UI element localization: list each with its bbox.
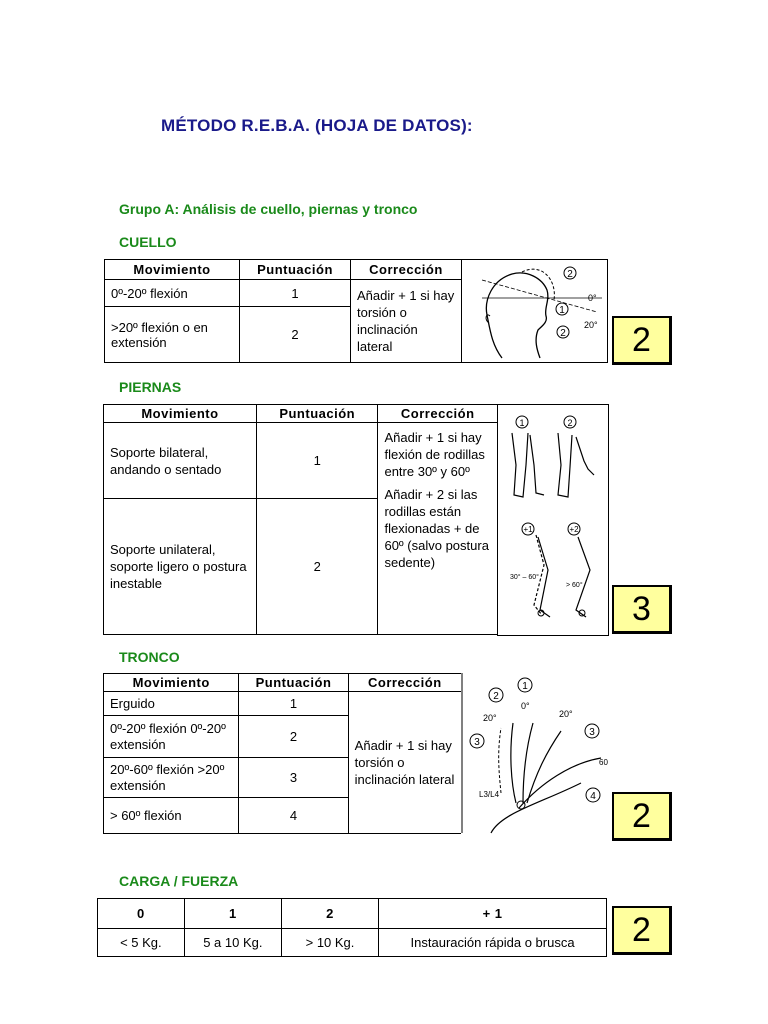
- tronco-row-2-mov: 0º-20º flexión 0º-20º extensión: [104, 716, 239, 758]
- cuello-score-box: 2: [612, 316, 672, 365]
- page-title: MÉTODO R.E.B.A. (HOJA DE DATOS):: [161, 116, 473, 135]
- cuello-table: [104, 259, 462, 363]
- trunk-fig-label: 4: [590, 791, 596, 802]
- tronco-correction: Añadir + 1 si hay torsión o inclinación lateral: [348, 692, 461, 834]
- legs-fig-label: 30° – 60°: [510, 574, 539, 581]
- col-header-correccion: Corrección: [348, 674, 461, 692]
- carga-heading: CARGA / FUERZA: [119, 873, 239, 889]
- neck-fig-label: 20°: [584, 320, 598, 330]
- col-header-correccion: Corrección: [351, 260, 462, 280]
- piernas-heading: PIERNAS: [119, 379, 182, 395]
- trunk-fig-label: 20°: [559, 709, 573, 719]
- tronco-row-1-mov: Erguido: [104, 692, 239, 716]
- neck-fig-label: 1: [559, 305, 565, 316]
- col-header-correccion: Corrección: [378, 405, 498, 423]
- col-header-movimiento: Movimiento: [105, 260, 240, 280]
- cuello-row-2-punt: 2: [240, 307, 351, 363]
- legs-fig-label: > 60°: [566, 582, 583, 589]
- trunk-fig-label: 1: [522, 681, 528, 692]
- tronco-row-3-punt: 3: [239, 758, 348, 798]
- carga-value-1: 5 a 10 Kg.: [184, 929, 281, 957]
- trunk-fig-label: 0°: [521, 701, 530, 711]
- tronco-row-3-mov: 20º-60º flexión >20º extensión: [104, 758, 239, 798]
- piernas-correction-2: Añadir + 2 si las rodillas están flexionadas + de 60º (salvo postura sedente): [384, 487, 489, 570]
- tronco-score-box: 2: [612, 792, 672, 841]
- piernas-score-box: 3: [612, 585, 672, 634]
- tronco-row-4-mov: > 60º flexión: [104, 798, 239, 834]
- neck-fig-label: 2: [560, 328, 566, 339]
- neck-figure: [461, 259, 608, 363]
- tronco-row-4-punt: 4: [239, 798, 348, 834]
- cuello-correction: Añadir + 1 si hay torsión o inclinación lateral: [351, 280, 462, 363]
- trunk-figure: [461, 673, 608, 839]
- trunk-fig-label: 20°: [483, 713, 497, 723]
- tronco-heading: TRONCO: [119, 649, 180, 665]
- legs-figure: [497, 404, 609, 636]
- piernas-row-1-mov: Soporte bilateral, andando o sentado: [104, 423, 257, 499]
- piernas-row-2-punt: 2: [256, 499, 378, 635]
- piernas-correction-1: Añadir + 1 si hay flexión de rodillas entre 30º y 60º: [384, 430, 485, 479]
- legs-fig-label: 1: [519, 418, 525, 428]
- tronco-table: [103, 673, 462, 834]
- group-a-heading: Grupo A: Análisis de cuello, piernas y tronco: [119, 201, 418, 217]
- col-header-puntuacion: Puntuación: [240, 260, 351, 280]
- neck-fig-label: 0°: [588, 293, 597, 303]
- carga-value-plus1: Instauración rápida o brusca: [379, 929, 607, 957]
- piernas-table: [103, 404, 498, 635]
- carga-value-0: < 5 Kg.: [98, 929, 185, 957]
- neck-fig-label: 2: [567, 269, 573, 280]
- col-header-movimiento: Movimiento: [104, 674, 239, 692]
- piernas-correction-cell: [378, 423, 498, 635]
- legs-fig-label: +1: [523, 525, 533, 534]
- piernas-row-1-punt: 1: [256, 423, 378, 499]
- carga-header-0: 0: [98, 899, 185, 929]
- carga-header-plus1: + 1: [379, 899, 607, 929]
- cuello-row-2-mov: >20º flexión o en extensión: [105, 307, 240, 363]
- col-header-puntuacion: Puntuación: [256, 405, 378, 423]
- legs-fig-label: 2: [567, 418, 573, 428]
- tronco-row-2-punt: 2: [239, 716, 348, 758]
- carga-value-2: > 10 Kg.: [281, 929, 378, 957]
- trunk-fig-label: 2: [493, 691, 499, 702]
- cuello-row-1-punt: 1: [240, 280, 351, 307]
- col-header-puntuacion: Puntuación: [239, 674, 348, 692]
- trunk-fig-label: 60: [599, 758, 608, 767]
- trunk-fig-label: 3: [589, 727, 595, 738]
- tronco-row-1-punt: 1: [239, 692, 348, 716]
- trunk-fig-label: 3: [474, 737, 480, 748]
- carga-table: [97, 898, 607, 957]
- carga-score-box: 2: [612, 906, 672, 955]
- cuello-heading: CUELLO: [119, 234, 177, 250]
- carga-header-2: 2: [281, 899, 378, 929]
- legs-fig-label: +2: [569, 525, 579, 534]
- piernas-row-2-mov: Soporte unilateral, soporte ligero o postura inestable: [104, 499, 257, 635]
- carga-header-1: 1: [184, 899, 281, 929]
- trunk-fig-label: L3/L4: [479, 790, 500, 799]
- col-header-movimiento: Movimiento: [104, 405, 257, 423]
- cuello-row-1-mov: 0º-20º flexión: [105, 280, 240, 307]
